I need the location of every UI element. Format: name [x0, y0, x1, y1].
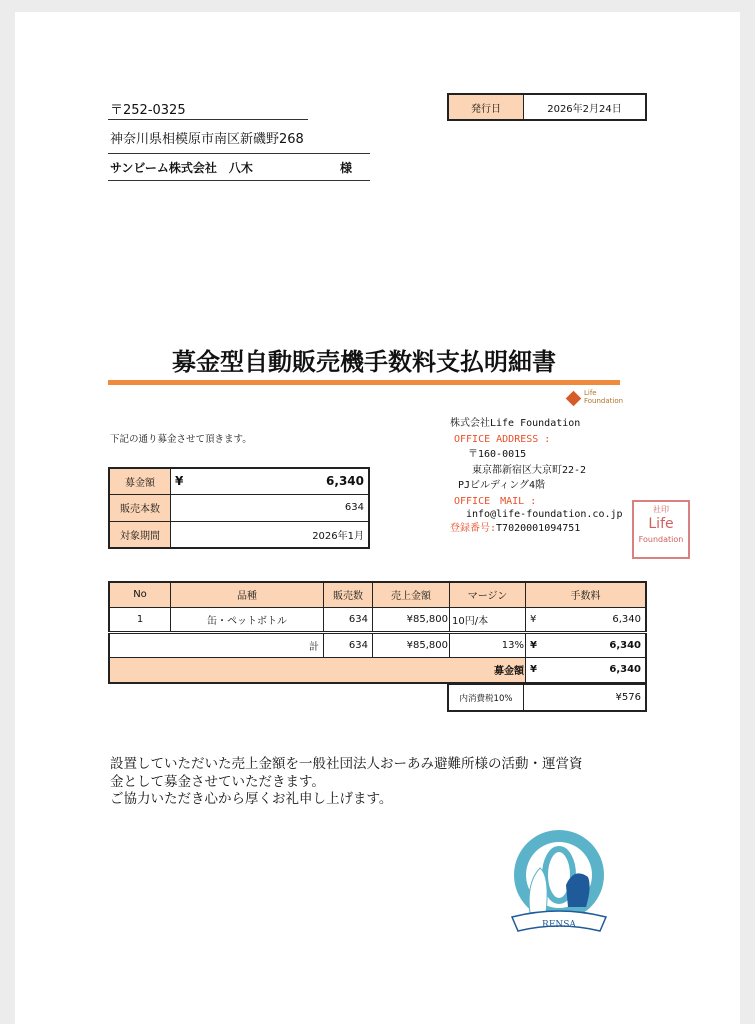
currency-symbol: ¥: [530, 613, 537, 625]
summary-label: 対象期間: [109, 521, 171, 548]
life-foundation-logo: [566, 389, 626, 411]
total-label: 計: [109, 632, 324, 657]
issuer-address: 東京都新宿区大京町22-2: [472, 464, 587, 476]
donation-row: [109, 657, 646, 683]
column-header: マージン: [450, 582, 526, 607]
donation-amount: 6,340: [326, 474, 364, 489]
tax-value: ¥576: [524, 685, 647, 712]
logo-text: Foundation: [584, 397, 624, 405]
summary-units-sold: 634: [171, 494, 370, 521]
rensa-logo: [508, 825, 610, 945]
column-header: 販売数: [324, 582, 373, 607]
issuer-address-label: OFFICE ADDRESS :: [454, 433, 551, 445]
closing-line: 設置していただいた売上金額を一般社団法人おーあみ避難所様の活動・運営資: [110, 756, 583, 772]
issue-date-value: 2026年2月24日: [524, 94, 647, 120]
currency-symbol: ¥: [530, 639, 537, 651]
issuer-reg-number: T7020001094751: [496, 523, 581, 534]
cell-item: 缶・ペットボトル: [171, 607, 324, 632]
table-row: [109, 607, 646, 632]
cell-no: 1: [109, 607, 171, 632]
column-header: No: [109, 582, 171, 607]
table-header-row: [109, 582, 646, 607]
logo-text: Life: [584, 389, 597, 397]
cell-margin: 10円/本: [450, 607, 526, 632]
recipient-honorific: 様: [340, 161, 353, 175]
issuer-postal: 〒160-0015: [468, 449, 527, 460]
fee-value: 6,340: [612, 613, 641, 625]
issuer-mail[interactable]: info@life-foundation.co.jp: [466, 509, 623, 520]
cell-qty: 634: [324, 607, 373, 632]
seal-text: Life: [648, 516, 674, 532]
closing-message: [110, 756, 583, 809]
total-row: [109, 632, 646, 657]
closing-line: 金として募金させていただきます。: [110, 773, 325, 790]
fee-value: 6,340: [609, 639, 641, 651]
recipient-name: サンビーム株式会社 八木: [110, 161, 253, 175]
column-header: 手数料: [526, 582, 647, 607]
recipient-postal: 〒252-0325: [110, 103, 186, 118]
title-underline-bar: [108, 380, 620, 385]
column-header: 品種: [171, 582, 324, 607]
total-margin: 13%: [450, 632, 526, 657]
tax-table: [447, 684, 647, 712]
divider: [108, 153, 370, 154]
recipient-address: 神奈川県相模原市南区新磯野268: [110, 132, 304, 147]
seal-text: Foundation: [638, 535, 684, 544]
donation-label: 募金額: [109, 657, 526, 683]
currency-symbol: ¥: [175, 474, 184, 489]
summary-period: 2026年1月: [171, 521, 370, 548]
issue-date-box: [447, 93, 647, 121]
summary-label: 募金額: [109, 468, 171, 494]
column-header: 売上金額: [373, 582, 450, 607]
issuer-info: [450, 416, 623, 537]
summary-table: [108, 467, 370, 549]
divider: [108, 180, 370, 181]
company-seal-stamp: [632, 500, 690, 559]
issue-date-label: 発行日: [448, 94, 524, 120]
summary-label: 販売本数: [109, 494, 171, 521]
intro-text: 下記の通り募金させて頂きます。: [110, 434, 252, 445]
issuer-company: 株式会社Life Foundation: [450, 418, 581, 429]
total-qty: 634: [324, 632, 373, 657]
issuer-reg-label: 登録番号:: [450, 523, 497, 534]
total-fee: [526, 632, 647, 657]
logo-mark-icon: [566, 391, 582, 407]
donation-fee: [526, 657, 647, 683]
rensa-logo-text: RENSA: [542, 920, 576, 930]
fee-value: 6,340: [609, 664, 641, 676]
summary-donation-value: [171, 468, 370, 494]
total-sales: ¥85,800: [373, 632, 450, 657]
divider: [108, 119, 308, 120]
page-title: 募金型自動販売機手数料支払明細書: [172, 348, 556, 376]
cell-sales: ¥85,800: [373, 607, 450, 632]
issuer-mail-label: OFFICE MAIL :: [454, 495, 537, 507]
issuer-building: PJビルディング4階: [458, 480, 546, 491]
closing-line: ご協力いただき心から厚くお礼申し上げます。: [110, 791, 393, 807]
tax-label: 内消費税10%: [448, 685, 524, 712]
cell-fee: [526, 607, 647, 632]
fee-table: [108, 581, 647, 684]
seal-text: 社印: [653, 505, 669, 514]
currency-symbol: ¥: [530, 664, 537, 676]
